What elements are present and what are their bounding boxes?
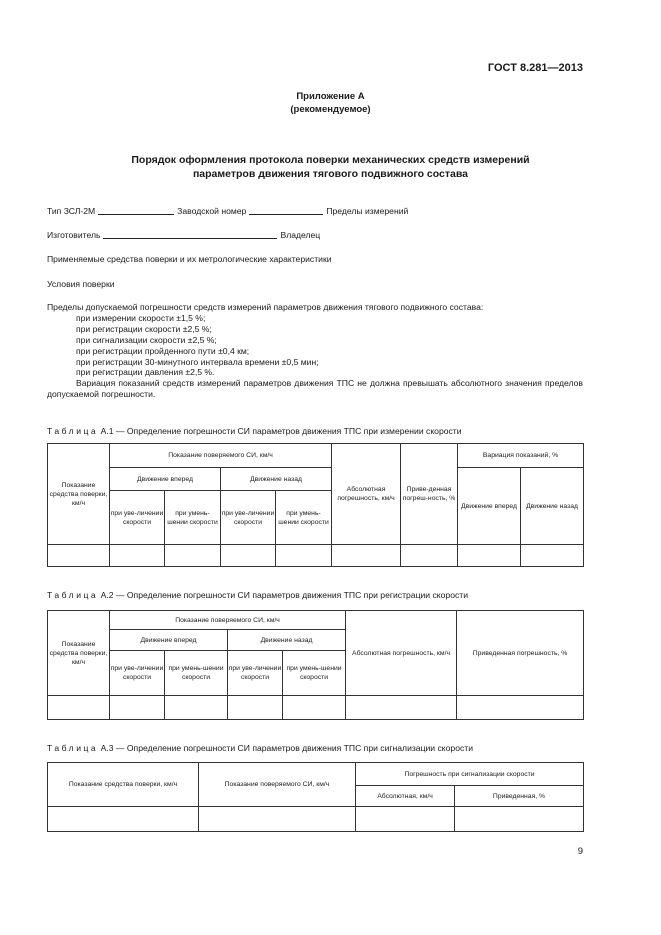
t1-cell[interactable] bbox=[521, 545, 584, 567]
limits-section bbox=[47, 302, 583, 400]
t2-forward-header: Движение вперед bbox=[110, 630, 228, 651]
t2-cell[interactable] bbox=[457, 696, 584, 720]
t2-forward-dec-header: при умень-шении скорости bbox=[165, 651, 228, 696]
t1-variation-backward-header: Движение назад bbox=[521, 468, 584, 545]
t1-cell[interactable] bbox=[458, 545, 521, 567]
t2-cell[interactable] bbox=[110, 696, 165, 720]
field-line-type bbox=[47, 206, 583, 216]
t1-reading-header: Показание средства поверки, км/ч bbox=[48, 444, 110, 545]
limits-intro: Пределы допускаемой погрешности средств измерений параметров движения тягового подвижного состава: bbox=[47, 302, 484, 312]
table-a1 bbox=[47, 443, 584, 567]
t1-forward-dec-header: при умень-шении скорости bbox=[165, 491, 221, 545]
t3-cell[interactable] bbox=[455, 807, 584, 832]
t1-forward-inc-header: при уве-личении скорости bbox=[110, 491, 165, 545]
t3-cell[interactable] bbox=[356, 807, 455, 832]
t3-reading-header: Показание средства поверки, км/ч bbox=[48, 763, 199, 807]
t1-si-header: Показание поверяемого СИ, км/ч bbox=[110, 444, 332, 468]
annex-title: Приложение А bbox=[296, 91, 365, 102]
means-label: Применяемые средства поверки и их метрологические характеристики bbox=[47, 254, 332, 264]
t1-reduced-error-header: Приве-денная погреш-ность, % bbox=[401, 444, 458, 545]
owner-label: Владелец bbox=[280, 230, 321, 240]
t3-abs-header: Абсолютная, км/ч bbox=[356, 786, 455, 807]
serial-label: Заводской номер bbox=[177, 206, 247, 216]
table-a2-caption bbox=[47, 590, 468, 600]
t2-reading-header: Показание средства поверки, км/ч bbox=[48, 611, 110, 696]
serial-field[interactable] bbox=[249, 213, 323, 215]
t2-backward-header: Движение назад bbox=[228, 630, 346, 651]
limit-item: при сигнализации скорости ±2,5 %; bbox=[76, 334, 217, 345]
standard-number: ГОСТ 8.281—2013 bbox=[487, 62, 583, 74]
table-a3 bbox=[47, 762, 584, 832]
t2-si-header: Показание поверяемого СИ, км/ч bbox=[110, 611, 346, 630]
annex-heading bbox=[0, 90, 661, 116]
document-title bbox=[0, 153, 661, 181]
t2-backward-inc-header: при уве-личении скорости bbox=[228, 651, 283, 696]
t3-signal-error-header: Погрешность при сигнализации скорости bbox=[356, 763, 584, 786]
page-number: 9 bbox=[577, 846, 583, 857]
t3-data-row bbox=[48, 807, 584, 832]
field-line-maker bbox=[47, 230, 583, 240]
t1-cell[interactable] bbox=[332, 545, 401, 567]
t1-variation-header: Вариация показаний, % bbox=[458, 444, 584, 468]
limit-item: при регистрации 30-минутного интервала времени ±0,5 мин; bbox=[76, 356, 319, 367]
t1-backward-dec-header: при умень-шении скорости bbox=[276, 491, 332, 545]
t1-cell[interactable] bbox=[401, 545, 458, 567]
t3-si-header: Показание поверяемого СИ, км/ч bbox=[199, 763, 356, 807]
table-a3-caption-prefix: Таблица bbox=[47, 743, 99, 753]
t1-backward-header: Движение назад bbox=[221, 468, 332, 491]
table-a2-caption-prefix: Таблица bbox=[47, 590, 99, 600]
t1-forward-header: Движение вперед bbox=[110, 468, 221, 491]
t1-backward-inc-header: при уве-личении скорости bbox=[221, 491, 276, 545]
t1-variation-forward-header: Движение вперед bbox=[458, 468, 521, 545]
t1-cell[interactable] bbox=[165, 545, 221, 567]
t1-data-row bbox=[48, 545, 584, 567]
t3-cell[interactable] bbox=[48, 807, 199, 832]
limit-item: при регистрации пройденного пути ±0,4 км; bbox=[76, 345, 250, 356]
maker-label: Изготовитель bbox=[47, 230, 101, 240]
limit-item: при регистрации скорости ±2,5 %; bbox=[76, 323, 212, 334]
table-a2 bbox=[47, 610, 584, 720]
table-a1-caption bbox=[47, 426, 462, 436]
document-title-line-2: параметров движения тягового подвижного состава bbox=[192, 168, 469, 180]
t1-cell[interactable] bbox=[110, 545, 165, 567]
table-a2-caption-text: А.2 — Определение погрешности СИ параметров движения ТПС при регистрации скорости bbox=[98, 590, 469, 600]
t2-data-row bbox=[48, 696, 584, 720]
t2-cell[interactable] bbox=[48, 696, 110, 720]
conditions-label: Условия поверки bbox=[47, 279, 115, 289]
type-label: Тип ЗСЛ-2М bbox=[47, 206, 96, 216]
t2-reduced-error-header: Приведенная погрешность, % bbox=[457, 611, 584, 696]
table-a3-caption-text: А.3 — Определение погрешности СИ параметров движения ТПС при сигнализации скорости bbox=[98, 743, 474, 753]
t2-abs-error-header: Абсолютная погрешность, км/ч bbox=[346, 611, 457, 696]
table-a3-caption bbox=[47, 743, 473, 753]
t1-cell[interactable] bbox=[48, 545, 110, 567]
t1-cell[interactable] bbox=[276, 545, 332, 567]
limit-item: при измерении скорости ±1,5 %; bbox=[76, 312, 206, 323]
t2-cell[interactable] bbox=[165, 696, 228, 720]
field-line-conditions bbox=[47, 279, 583, 289]
range-label: Пределы измерений bbox=[326, 206, 409, 216]
t1-abs-error-header: Абсолютная погрешность, км/ч bbox=[332, 444, 401, 545]
t2-cell[interactable] bbox=[346, 696, 457, 720]
annex-subtitle: (рекомендуемое) bbox=[290, 104, 371, 115]
t2-cell[interactable] bbox=[228, 696, 283, 720]
document-title-line-1: Порядок оформления протокола поверки механических средств измерений bbox=[131, 154, 530, 166]
t2-cell[interactable] bbox=[283, 696, 346, 720]
table-a1-caption-text: А.1 — Определение погрешности СИ параметров движения ТПС при измерении скорости bbox=[98, 426, 462, 436]
t2-backward-dec-header: при умень-шении скорости bbox=[283, 651, 346, 696]
variation-note: Вариация показаний средств измерений параметров движения ТПС не должна превышать абсолютного значения пределов допускаемой погрешности. bbox=[47, 378, 583, 400]
t2-forward-inc-header: при уве-личении скорости bbox=[110, 651, 165, 696]
t3-reduced-header: Приведенная, % bbox=[455, 786, 584, 807]
type-field[interactable] bbox=[98, 213, 174, 215]
t3-cell[interactable] bbox=[199, 807, 356, 832]
maker-field[interactable] bbox=[103, 237, 277, 239]
t1-cell[interactable] bbox=[221, 545, 276, 567]
limit-item: при регистрации давления ±2,5 %. bbox=[76, 367, 215, 378]
table-a1-caption-prefix: Таблица bbox=[47, 426, 99, 436]
field-line-means bbox=[47, 254, 583, 264]
